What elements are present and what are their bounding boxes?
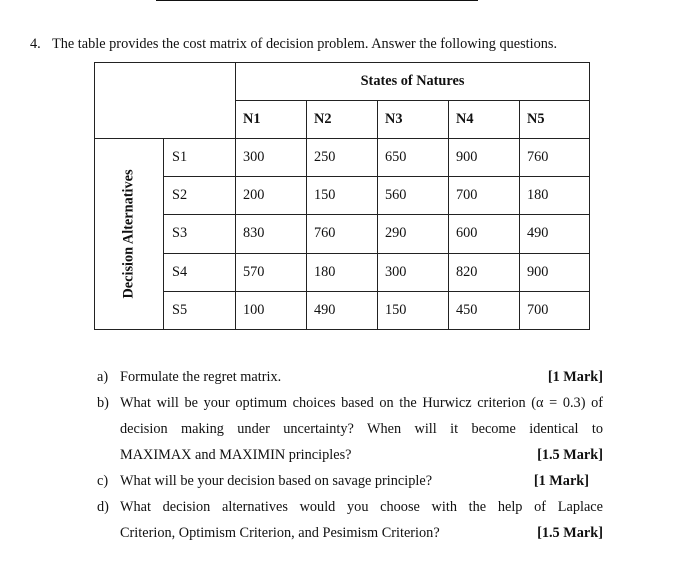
table-cell: 760 bbox=[307, 215, 378, 253]
column-header: N3 bbox=[378, 101, 449, 139]
states-of-nature-header: States of Natures bbox=[236, 63, 590, 101]
table-cell: 760 bbox=[520, 139, 590, 177]
question-text: The table provides the cost matrix of decision problem. Answer the following questions. bbox=[52, 36, 558, 52]
decision-alternatives-label: Decision Alternatives bbox=[120, 169, 137, 299]
table-row bbox=[95, 177, 590, 215]
table-header-row-1 bbox=[95, 63, 590, 101]
table-cell: 900 bbox=[449, 139, 520, 177]
table-row bbox=[95, 291, 590, 329]
table-cell: 300 bbox=[378, 253, 449, 291]
table-cell: 150 bbox=[307, 177, 378, 215]
row-label: S1 bbox=[164, 139, 236, 177]
sub-question-c bbox=[97, 468, 603, 494]
cost-matrix-table bbox=[94, 62, 590, 330]
sub-question-text: Formulate the regret matrix. bbox=[120, 369, 282, 385]
table-cell: 560 bbox=[378, 177, 449, 215]
table-cell: 200 bbox=[236, 177, 307, 215]
sub-question-a bbox=[97, 364, 603, 390]
sub-question-text: What will be your decision based on savage principle? bbox=[120, 473, 433, 489]
table-cell: 820 bbox=[449, 253, 520, 291]
sub-question-text: Criterion, Optimism Criterion, and Pesimism Criterion? bbox=[120, 525, 440, 541]
sub-question-b bbox=[97, 390, 603, 468]
table-row bbox=[95, 139, 590, 177]
sub-question-d bbox=[97, 494, 603, 546]
table-cell: 100 bbox=[236, 291, 307, 329]
table-cell: 150 bbox=[378, 291, 449, 329]
column-header: N4 bbox=[449, 101, 520, 139]
table-row bbox=[95, 253, 590, 291]
sub-question-label: a) bbox=[97, 369, 109, 385]
row-label: S3 bbox=[164, 215, 236, 253]
table-cell: 450 bbox=[449, 291, 520, 329]
decision-alternatives-cell bbox=[95, 139, 164, 330]
row-label: S4 bbox=[164, 253, 236, 291]
sub-question-label: d) bbox=[97, 499, 109, 515]
table-cell: 300 bbox=[236, 139, 307, 177]
mark-badge: [1 Mark] bbox=[547, 369, 603, 385]
table-cell: 250 bbox=[307, 139, 378, 177]
table-cell: 830 bbox=[236, 215, 307, 253]
question-number: 4. bbox=[30, 36, 41, 52]
table-cell: 570 bbox=[236, 253, 307, 291]
table-cell: 700 bbox=[520, 291, 590, 329]
sub-question-label: c) bbox=[97, 473, 109, 489]
question-heading bbox=[30, 36, 557, 53]
sub-question-text: MAXIMAX and MAXIMIN principles? bbox=[120, 447, 352, 463]
sub-question-text: What decision alternatives would you choose with the help of Laplace bbox=[120, 499, 603, 515]
table-row bbox=[95, 215, 590, 253]
sub-question-label: b) bbox=[97, 395, 109, 411]
table-cell: 490 bbox=[520, 215, 590, 253]
row-label: S5 bbox=[164, 291, 236, 329]
table-cell: 600 bbox=[449, 215, 520, 253]
column-header: N2 bbox=[307, 101, 378, 139]
table-cell: 290 bbox=[378, 215, 449, 253]
mark-badge: [1.5 Mark] bbox=[537, 525, 603, 541]
sub-question-text: What will be your optimum choices based on the Hurwicz criterion (α = 0.3) of bbox=[120, 395, 603, 411]
column-header: N1 bbox=[236, 101, 307, 139]
table-cell: 700 bbox=[449, 177, 520, 215]
table-cell: 180 bbox=[307, 253, 378, 291]
table-cell: 180 bbox=[520, 177, 590, 215]
row-label: S2 bbox=[164, 177, 236, 215]
top-rule bbox=[156, 0, 478, 1]
table-corner-cell bbox=[95, 63, 236, 139]
sub-question-text: decision making under uncertainty? When will it become identical to bbox=[120, 421, 603, 437]
sub-questions bbox=[97, 364, 603, 546]
mark-badge: [1 Mark] bbox=[533, 473, 589, 489]
table-cell: 900 bbox=[520, 253, 590, 291]
column-header: N5 bbox=[520, 101, 590, 139]
table-cell: 490 bbox=[307, 291, 378, 329]
table-cell: 650 bbox=[378, 139, 449, 177]
mark-badge: [1.5 Mark] bbox=[537, 447, 603, 463]
